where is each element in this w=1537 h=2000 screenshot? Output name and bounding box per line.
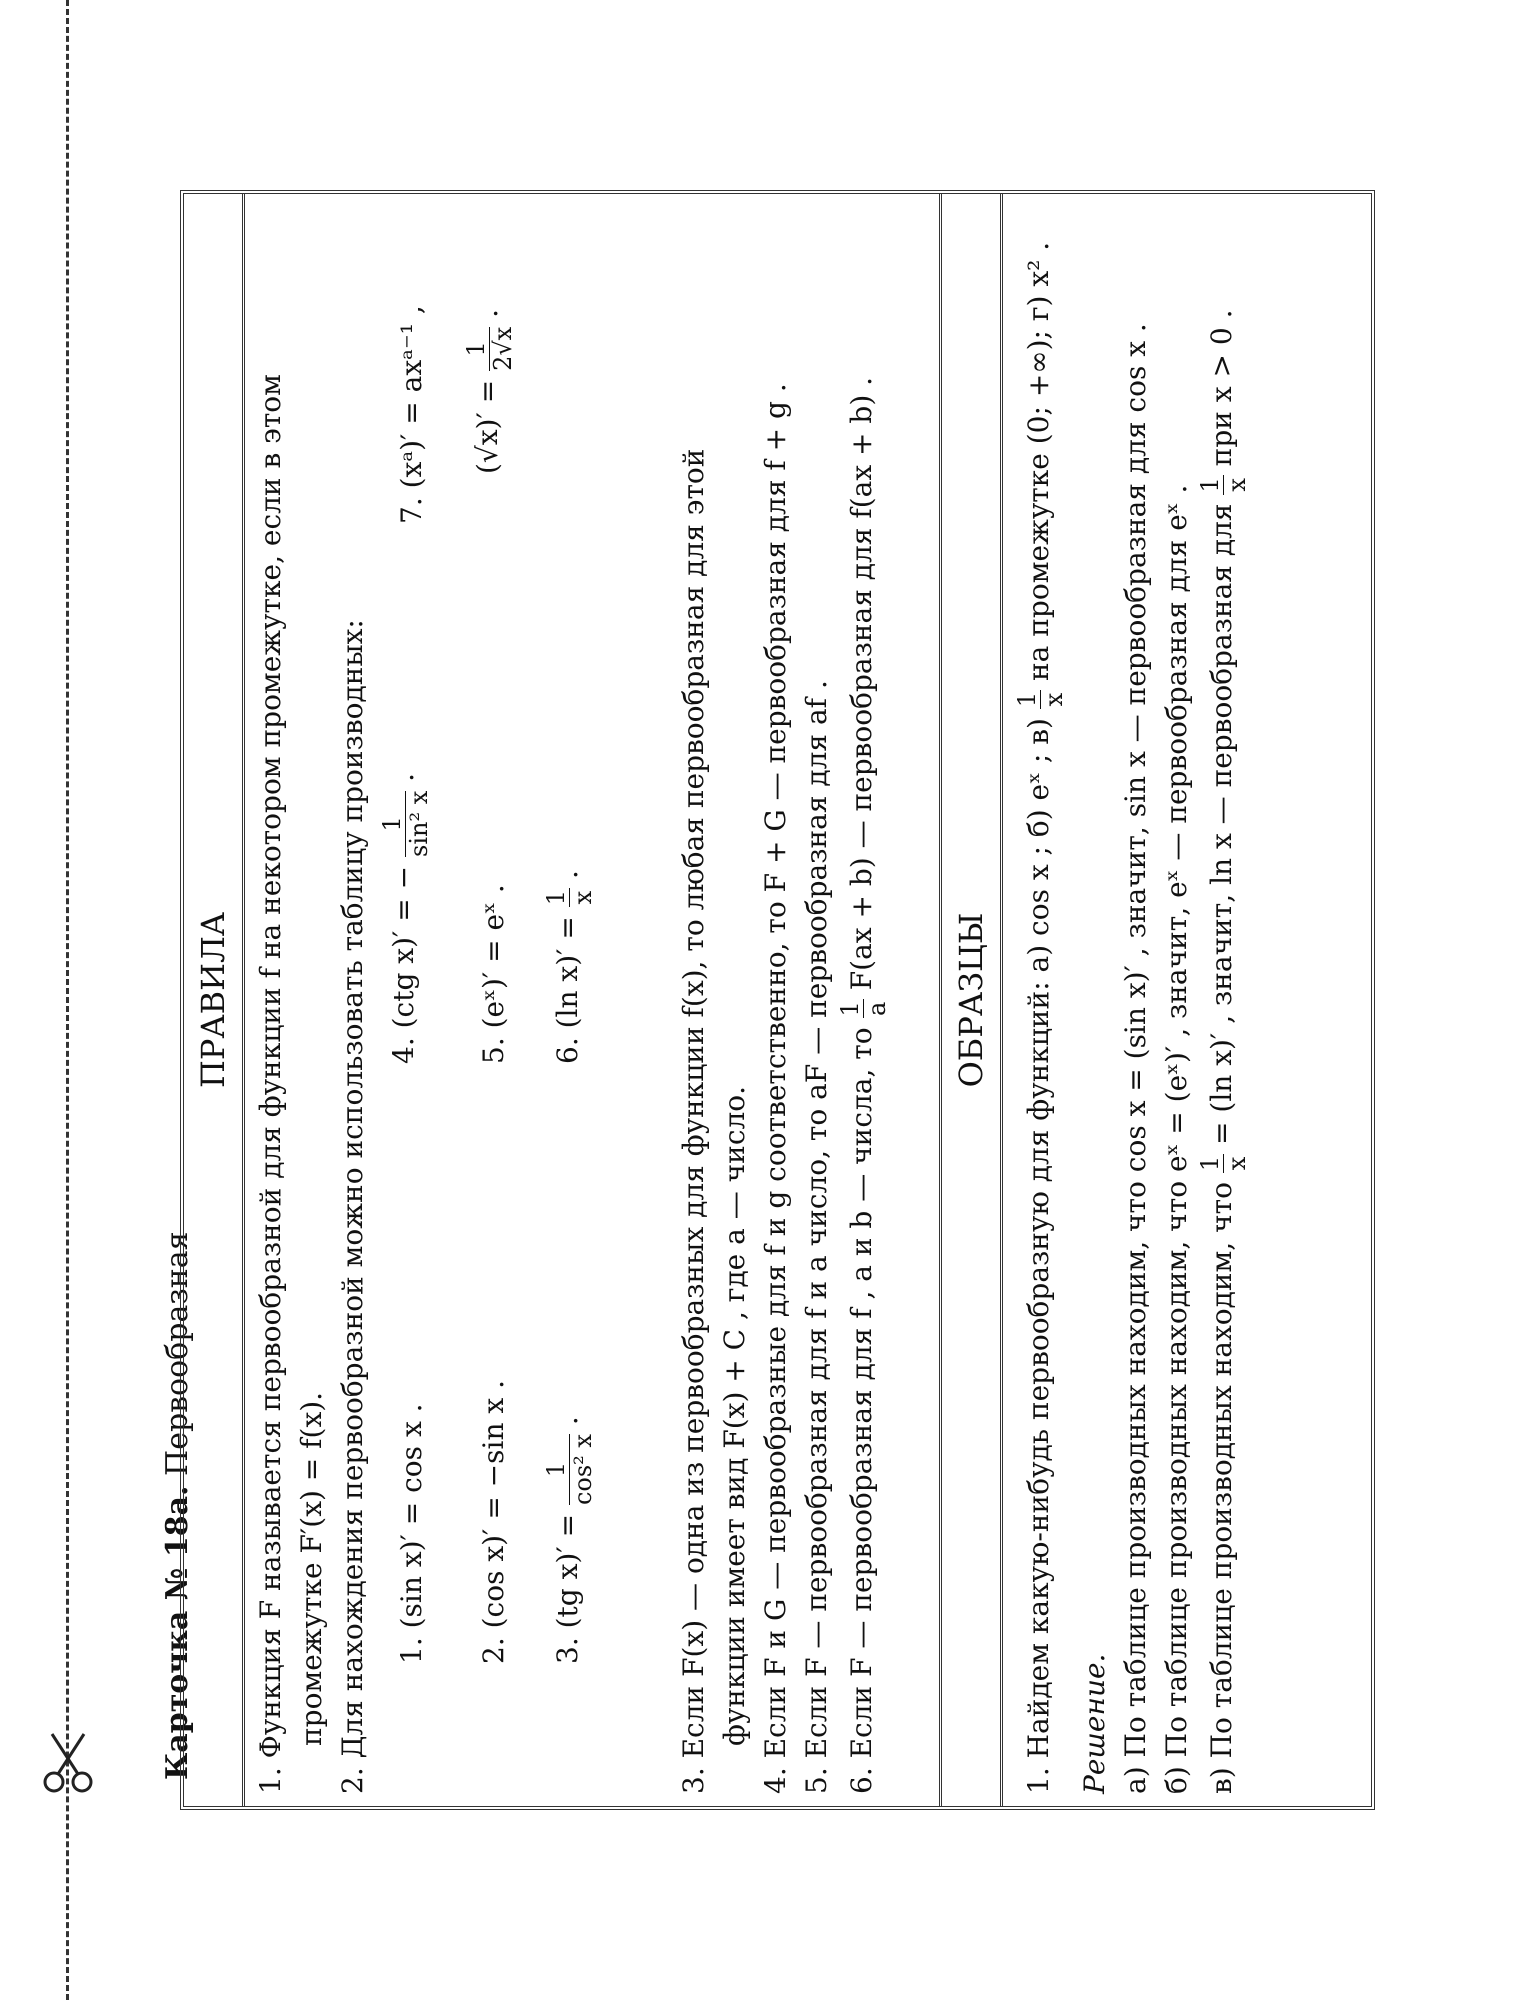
rule-3-line-2: функции имеет вид F(x) + C , где a — число.: [718, 1085, 751, 1746]
samples-section: [1014, 204, 1257, 1794]
rules-section: [250, 204, 897, 1794]
fraction-numerator: 1: [1013, 691, 1041, 708]
fraction-denominator: x: [1223, 1156, 1251, 1171]
solution-c: [1197, 204, 1257, 1794]
fraction-numerator: 1: [463, 327, 490, 371]
derivative-4-lhs: 4. (ctg x)′ = −: [387, 865, 420, 1064]
fraction-numerator: 1: [542, 889, 570, 906]
fraction-denominator: sin² x: [405, 790, 433, 857]
rule-6-fraction: [837, 999, 890, 1018]
fraction-denominator: x: [569, 890, 597, 905]
sample-task-start: 1. Найдем какую-нибудь первообразную для функций: а) cos x ; б) eˣ ; в): [1022, 718, 1055, 1794]
derivative-8: (√x)′ = 1 2√x .: [462, 308, 517, 474]
derivative-3-fraction: [543, 1434, 596, 1505]
derivative-8-lhs: (√x)′ =: [471, 379, 504, 474]
rule-6: [837, 204, 897, 1794]
rules-table: [180, 190, 1375, 1810]
solution-a: а) По таблице производных находим, что cos x = (sin x)′ , значит, sin x — первообразная для cos x .: [1119, 323, 1152, 1794]
derivative-3: 3. (tg x)′ = 1 cos² x .: [542, 1416, 597, 1664]
rule-4: 4. Если F и G — первообразные для f и g соответственно, то F + G — первообразная для f + g .: [759, 383, 792, 1794]
fraction-denominator: x: [1223, 478, 1251, 492]
derivative-6-lhs: 6. (ln x)′ =: [551, 916, 584, 1064]
derivative-6: 6. (ln x)′ = 1 x .: [542, 870, 597, 1064]
derivative-7: 7. (xᵃ)′ = axᵃ⁻¹ ,: [395, 305, 428, 524]
rule-6-start: 6. Если F — первообразная для f , a и b — числа, то: [845, 1027, 878, 1794]
derivative-6-fraction: [543, 888, 596, 907]
rule-6-end: F(ax + b) — первообразная для f(ax + b) .: [845, 376, 878, 991]
derivative-8-fraction: [463, 327, 516, 371]
rule-3-line-1: 3. Если F(x) — одна из первообразных для функции f(x), то любая первообразная для этой: [677, 448, 710, 1794]
fraction-denominator: cos² x: [569, 1434, 597, 1506]
derivative-1: 1. (sin x)′ = cos x .: [395, 1403, 428, 1664]
derivative-3-lhs: 3. (tg x)′ =: [551, 1513, 584, 1664]
sample-task: [1014, 204, 1074, 1794]
fraction-denominator: a: [863, 1001, 891, 1016]
solution-c-fraction-2: [1197, 475, 1250, 494]
card-topic: Первообразная: [160, 1231, 195, 1476]
card-number: Карточка № 18а.: [160, 1485, 195, 1780]
fraction-numerator: 1: [1196, 477, 1224, 493]
rule-1-line-2: промежутке F′(x) = f(x).: [295, 1391, 328, 1746]
samples-header: ОБРАЗЦЫ: [939, 194, 1003, 1806]
solution-c-end: при x > 0 .: [1205, 309, 1238, 467]
sample-task-end: на промежутке (0; +∞); г) x² .: [1022, 241, 1055, 681]
solution-label-text: Решение.: [1078, 1653, 1111, 1794]
fraction-numerator: 1: [1196, 1155, 1224, 1172]
fraction-numerator: 1: [379, 791, 406, 857]
sample-task-fraction: [1014, 690, 1067, 709]
rule-2: 2. Для нахождения первообразной можно использовать таблицу производных:: [336, 619, 369, 1794]
solution-c-start: в) По таблице производных находим, что: [1205, 1182, 1238, 1794]
derivative-4: 4. (ctg x)′ = − 1 sin² x .: [378, 772, 433, 1064]
derivative-4-fraction: [379, 791, 432, 857]
rule-1-line-1: 1. Функция F называется первообразной для функции f на некотором промежутке, если в этом: [254, 374, 287, 1794]
fraction-denominator: x: [1040, 692, 1068, 707]
solution-c-fraction-1: [1197, 1154, 1250, 1173]
derivative-2: 2. (cos x)′ = −sin x .: [477, 1380, 510, 1664]
derivative-table: [373, 204, 673, 1794]
fraction-numerator: 1: [836, 1001, 864, 1017]
solution-b: б) По таблице производных находим, что eˣ = (eˣ)′ , значит, eˣ — первообразная для eˣ .: [1160, 484, 1193, 1794]
solution-c-middle: = (ln x)′ , значит, ln x — первообразная для: [1205, 503, 1238, 1145]
fraction-denominator: 2√x: [489, 326, 517, 371]
solution-label: [1074, 204, 1115, 1794]
fraction-numerator: 1: [543, 1434, 570, 1505]
rules-header: ПРАВИЛА: [184, 194, 245, 1806]
derivative-5: 5. (eˣ)′ = eˣ .: [477, 884, 510, 1064]
rule-5: 5. Если F — первообразная для f и a число, то aF — первообразная для af .: [800, 680, 833, 1794]
